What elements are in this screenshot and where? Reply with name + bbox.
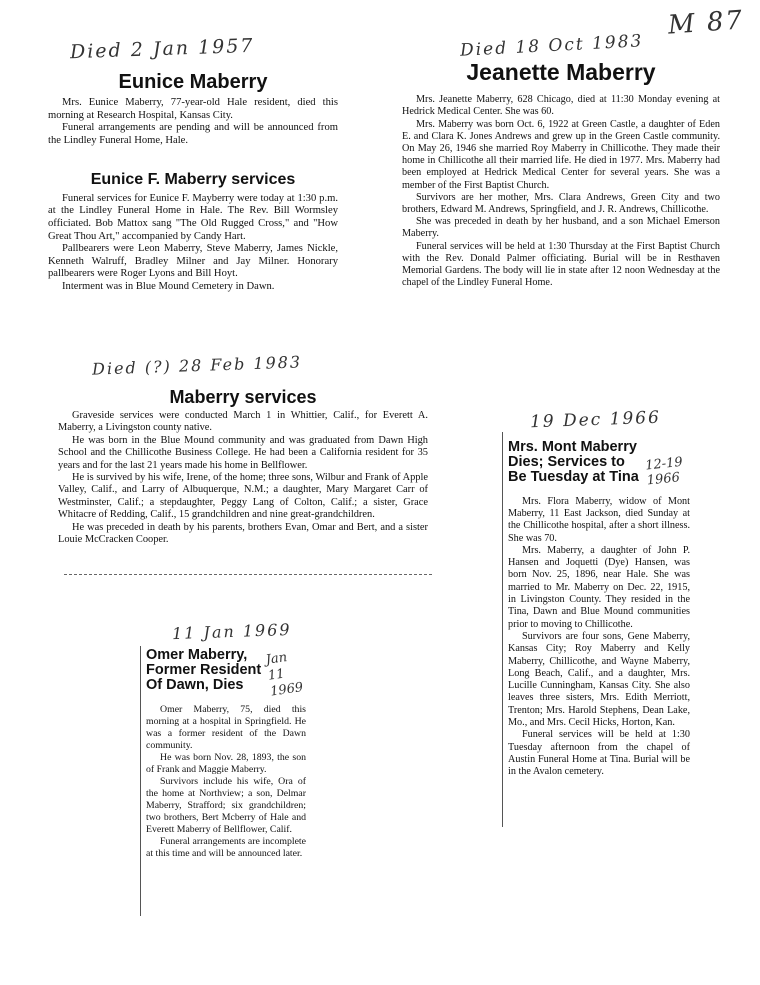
obituary-clipping-eunice-services xyxy=(48,172,338,294)
headline-line: Of Dawn, Dies xyxy=(146,677,244,694)
obituary-clipping-maberry-services xyxy=(58,388,428,546)
obituary-clipping-flora xyxy=(508,440,690,778)
paragraph: Omer Maberry, 75, died this morning at a hospital in Springfield. He was a former resident of the Dawn community. xyxy=(146,703,306,751)
paragraph: Mrs. Flora Maberry, widow of Mont Maberry, 11 East Jackson, died Sunday at the Chillicothe hospital, after a short illness. She was 70. xyxy=(508,495,690,544)
headline-line: Be Tuesday at Tina xyxy=(508,469,639,486)
paragraph: Survivors are four sons, Gene Maberry, Kansas City; Roy Maberry and Kelly Maberry, Chillicothe, and Wayne Maberry, Long Beach, Calif., and a daughter, Mrs. Lucille Cunningham, Kansas City. She also leaves three sisters, Mrs. Edith Merriott, Trenton; Mrs. Harold Stephens, Dean Lake, Mo., and Mrs. Cecil Hicks, Horton, Kan. xyxy=(508,630,690,728)
divider xyxy=(64,574,432,575)
handwritten-date: 11 Jan 1969 xyxy=(171,619,292,644)
handwritten-note: 12-19 1966 xyxy=(644,454,684,489)
paragraph: Funeral arrangements are incomplete at this time and will be announced later. xyxy=(146,835,306,859)
headline-line: Omer Maberry, xyxy=(146,647,248,663)
paragraph: Pallbearers were Leon Maberry, Steve Maberry, James Nickle, Kenneth Walruff, Bradley Milner and Jay Milner. Honorary pallbearers were Roger Lyons and Bill Hoyt. xyxy=(48,243,338,280)
handwritten-date: Died 18 Oct 1983 xyxy=(459,31,644,61)
paragraph: Mrs. Jeanette Maberry, 628 Chicago, died at 11:30 Monday evening at Hedrick Medical Center. She was 60. xyxy=(402,94,720,118)
column-rule xyxy=(502,432,503,827)
clipping-headline: Jeanette Maberry xyxy=(466,59,656,85)
paragraph: Graveside services were conducted March 1 in Whittier, Calif., for Everett A. Maberry, a Livingston county native. xyxy=(58,409,428,434)
paragraph: Mrs. Maberry was born Oct. 6, 1922 at Green Castle, a daughter of Eden E. and Clara K. Jones Andrews and grew up in the Green Castle community. On May 26, 1946 she married Roy Maberry in Chillicothe. They made their home in Chillicothe all their married life. He died in 1977. Mrs. Maberry had been employed at Hedrick Medical Center for several years. She was a member of the First Baptist Church. xyxy=(402,118,720,191)
paragraph: Survivors include his wife, Ora of the home at Northview; a son, Delmar Maberry, Strafford; six grandchildren; two brothers, Bert Mcberry of Hale and Everett Maberry of Bellflower, Calif. xyxy=(146,775,306,835)
paragraph: Funeral services will be held at 1:30 Tuesday afternoon from the chapel of Austin Funeral Home at Tina. Burial will be in the Avalon cemetery. xyxy=(508,729,690,778)
headline-line: Former Resident xyxy=(146,662,262,679)
handwritten-date: Died (?) 28 Feb 1983 xyxy=(91,352,303,379)
clipping-body xyxy=(48,193,338,294)
clipping-body xyxy=(508,496,690,779)
clipping-body xyxy=(48,97,338,147)
paragraph: Interment was in Blue Mound Cemetery in Dawn. xyxy=(62,280,275,292)
paragraph: He was born in the Blue Mound community and was graduated from Dawn High School and the Chillicothe Business College. He had been a California resident for 35 years and for the last 21 years made his home in Bellflower. xyxy=(58,434,428,471)
handwritten-note: Jan 11 1969 xyxy=(264,650,305,700)
handwritten-date: 19 Dec 1966 xyxy=(529,407,662,433)
headline-line: Mrs. Mont Maberry xyxy=(508,439,637,455)
clipping-body xyxy=(402,94,720,289)
clipping-body xyxy=(146,704,306,860)
paragraph: Funeral services for Eunice F. Mayberry were today at 1:30 p.m. at the Lindley Funeral Home in Hale. The Rev. Bill Wormsley officiated. Bob Mattox sang "The Old Rugged Cross," and "How Great Thou Art," accompanied by Candy Hart. xyxy=(48,192,338,242)
clipping-headline: Eunice F. Maberry services xyxy=(90,171,296,188)
column-rule xyxy=(140,646,141,916)
paragraph: He was preceded in death by his parents, brothers Evan, Omar and Bert, and a sister Louie McCracken Cooper. xyxy=(58,521,428,545)
clipping-body xyxy=(58,410,428,546)
paragraph: Survivors are her mother, Mrs. Clara Andrews, Green City and two brothers, Edward M. Andrews, Springfield, and J. R. Andrews, Chillicothe. xyxy=(402,191,720,215)
paragraph: Mrs. Eunice Maberry, 77-year-old Hale resident, died this morning at Research Hospital, Kansas City. xyxy=(48,97,338,121)
page-number-mark: M 87 xyxy=(667,5,745,41)
clipping-headline: Maberry services xyxy=(169,387,317,407)
paragraph: He is survived by his wife, Irene, of the home; three sons, Wilbur and Frank of Apple Valley, Calif., and Larry of Albuquerque, N.M.; a daughter, Mary Margaret Carr of Westminster, Calif.; a stepdaughter, Peggy Lang of Colton, Calif.; a sister, Grace Whitacre of Redding, Calif., 15 grandchildren and nine great-grandchildren. xyxy=(58,471,428,521)
paragraph: She was preceded in death by her husband, and a son Michael Emerson Maberry. xyxy=(402,216,720,240)
paragraph: Mrs. Maberry, a daughter of John P. Hansen and Joquetti (Dye) Hansen, was born Nov. 25, 1896, near Hale. She was married to Mr. Maberry on Dec. 22, 1915, in Livingston County. They resided in the Tina, Dawn and Blue Mound communities prior to moving to Chillicothe. xyxy=(508,544,690,630)
paragraph: He was born Nov. 28, 1893, the son of Frank and Maggie Maberry. xyxy=(146,751,306,775)
paragraph: Funeral services will be held at 1:30 Thursday at the First Baptist Church with the Rev. Donald Palmer officiating. Burial will be in Resthaven Memorial Gardens. The body will lie in state after 12 noon Wednesday at the chapel of the Lindley Funeral Home. xyxy=(402,240,720,289)
handwritten-date: Died 2 Jan 1957 xyxy=(69,34,255,64)
obituary-clipping-eunice xyxy=(48,72,338,147)
clipping-headline: Eunice Maberry xyxy=(118,71,268,93)
paragraph: Funeral arrangements are pending and will be announced from the Lindley Funeral Home, Hale. xyxy=(48,122,338,146)
obituary-clipping-jeanette xyxy=(402,60,720,289)
headline-line: Dies; Services to xyxy=(508,454,625,471)
